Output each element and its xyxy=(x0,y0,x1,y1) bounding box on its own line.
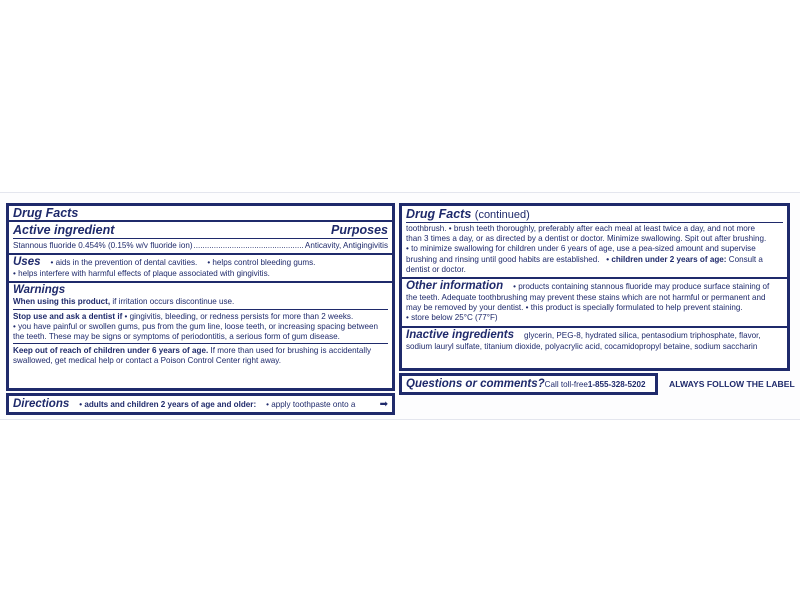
other-information-heading: Other information xyxy=(406,280,504,293)
directions-text: • apply toothpaste onto a xyxy=(266,400,356,409)
questions-heading: Questions or comments? xyxy=(406,378,545,390)
directions-heading: Directions xyxy=(13,398,70,410)
questions-box xyxy=(399,373,658,395)
uses-heading: Uses xyxy=(13,256,41,269)
continued-line2: than 3 times a day, or as directed by a dentist or doctor. Minimize swallowing. Spit out after brushing. xyxy=(406,234,767,244)
stop-use-line3: the teeth. These may be signs or symptoms of periodontitis, a serious form of gum disease. xyxy=(13,332,340,342)
uses-line1b: • helps control bleeding gums. xyxy=(207,258,316,268)
keep-out-line2: swallowed, get medical help or contact a Poison Control Center right away. xyxy=(13,356,281,366)
active-ingredient-text: Stannous fluoride 0.454% (0.15% w/v fluoride ion) xyxy=(13,241,193,250)
continued-label: (continued) xyxy=(474,209,530,221)
stop-use-text: • gingivitis, bleeding, or redness persists for more than 2 weeks. xyxy=(122,311,354,321)
inactive-ingredients-section xyxy=(402,328,787,354)
drug-facts-panel-left xyxy=(6,203,395,391)
inactive-line2: sodium lauryl sulfate, titanium dioxide, polyacrylic acid, cocamidopropyl betaine, sodium saccharin xyxy=(406,341,758,351)
continued-line5: dentist or doctor. xyxy=(406,264,466,274)
drug-facts-continued-title xyxy=(406,207,783,222)
other-info-line2: the teeth. Adequate toothbrushing may prevent these stains which are not harmful or permanent and xyxy=(406,293,766,303)
continued-line4a: brushing and rinsing until good habits are established. xyxy=(406,254,600,264)
continued-line1: toothbrush. • brush teeth thoroughly, preferably after each meal at least twice a day, and not more xyxy=(406,222,783,234)
continued-section xyxy=(402,206,787,279)
stop-use-line1 xyxy=(13,312,388,322)
other-info-line4: • store below 25°C (77°F) xyxy=(406,313,498,323)
purpose-text: Anticavity, Antigingivitis xyxy=(304,241,388,250)
drug-facts-title: Drug Facts xyxy=(13,206,79,220)
stop-use-line2: • you have painful or swollen gums, pus from the gum line, loose teeth, or increasing spacing between xyxy=(13,321,379,331)
active-ingredient-section xyxy=(9,222,392,255)
stop-use-block xyxy=(13,312,388,345)
always-follow-label: ALWAYS FOLLOW THE LABEL xyxy=(669,379,795,389)
when-using-line xyxy=(13,297,388,309)
keep-out-line1 xyxy=(13,346,388,356)
inactive-line1: glycerin, PEG-8, hydrated silica, pentasodium triphosphate, flavor, xyxy=(524,330,761,340)
keep-out-text: If more than used for brushing is accidentally xyxy=(208,346,372,356)
arrow-right-icon: ➡ xyxy=(379,399,388,410)
uses-line2: • helps interfere with harmful effects of plaque associated with gingivitis. xyxy=(13,269,270,279)
drug-facts-title-right: Drug Facts xyxy=(406,207,472,221)
continued-line4 xyxy=(406,255,783,265)
when-using-bold: When using this product, xyxy=(13,297,111,307)
continued-line3: • to minimize swallowing for children under 6 years of age, use a pea-sized amount and supervise xyxy=(406,244,756,254)
stop-use-bold: Stop use and ask a dentist if xyxy=(13,311,123,321)
keep-out-bold: Keep out of reach of children under 6 years of age. xyxy=(13,346,209,356)
warnings-heading: Warnings xyxy=(13,284,66,297)
when-using-text: if irritation occurs discontinue use. xyxy=(110,297,235,307)
questions-text: Call toll-free xyxy=(544,380,588,389)
phone-number: 1-855-328-5202 xyxy=(587,380,646,389)
other-info-line3: may be removed by your dentist. • this product is specially formulated to help prevent staining. xyxy=(406,303,743,313)
children-under-2-bold: • children under 2 years of age: xyxy=(606,254,727,264)
active-ingredient-header xyxy=(13,223,388,239)
drug-facts-panel-right xyxy=(399,203,790,371)
uses-section xyxy=(9,255,392,283)
inactive-ingredients-heading: Inactive ingredients xyxy=(406,328,515,341)
uses-line1a: • aids in the prevention of dental cavities. xyxy=(50,258,198,268)
active-ingredient-heading: Active ingredient xyxy=(13,223,115,237)
dot-leader xyxy=(194,241,304,251)
other-information-section xyxy=(402,279,787,328)
continued-line4c: Consult a xyxy=(726,254,763,264)
directions-bold: • adults and children 2 years of age and older: xyxy=(79,400,257,409)
active-ingredient-row xyxy=(13,241,388,251)
directions-box xyxy=(6,393,395,415)
other-info-line1: • products containing stannous fluoride may produce surface staining of xyxy=(513,282,770,292)
warnings-section xyxy=(9,283,392,368)
drug-facts-title-section xyxy=(9,206,392,222)
purposes-heading: Purposes xyxy=(331,223,388,237)
